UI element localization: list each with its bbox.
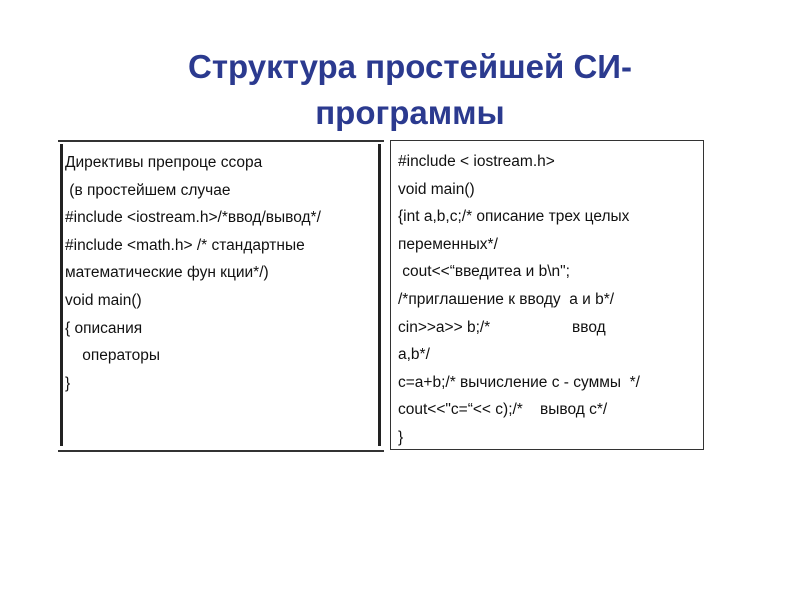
- code-line: }: [398, 428, 404, 446]
- panel-line: (в простейшем случае: [65, 181, 231, 199]
- code-line: void main(): [398, 180, 475, 198]
- code-line: переменных*/: [398, 235, 498, 253]
- code-line: cin>>a>> b;/* ввод: [398, 318, 606, 336]
- panel-line: }: [65, 374, 71, 392]
- code-line: a,b*/: [398, 346, 430, 364]
- code-line: /*приглашение к вводу a и b*/: [398, 290, 615, 308]
- panel-line: #include <iostream.h>/*ввод/вывод*/: [65, 209, 321, 227]
- panel-line: #include <math.h> /* стандартные: [65, 236, 305, 254]
- slide-title: [150, 44, 670, 136]
- panel-line: void main(): [65, 291, 142, 309]
- panel-line: операторы: [65, 347, 161, 365]
- code-line: cout<<"c=“<< c);/* вывод с*/: [398, 401, 608, 419]
- slide-title-line-2: программы: [315, 94, 505, 131]
- code-line: cout<<“введитеa и b\n";: [398, 263, 570, 281]
- panel-line: Директивы препроце ссора: [65, 154, 263, 171]
- code-line: {int a,b,c;/* описание трех целых: [398, 208, 630, 226]
- slide-title-line-1: Структура простейшей СИ-: [188, 48, 632, 85]
- preprocessor-structure-panel: [58, 140, 384, 452]
- panel-line: математические фун кции*/): [65, 264, 269, 282]
- code-line: #include < iostream.h>: [398, 153, 555, 170]
- example-program-panel: [390, 140, 704, 450]
- code-line: c=a+b;/* вычисление с - суммы */: [398, 373, 640, 391]
- panel-line: { описания: [65, 319, 143, 337]
